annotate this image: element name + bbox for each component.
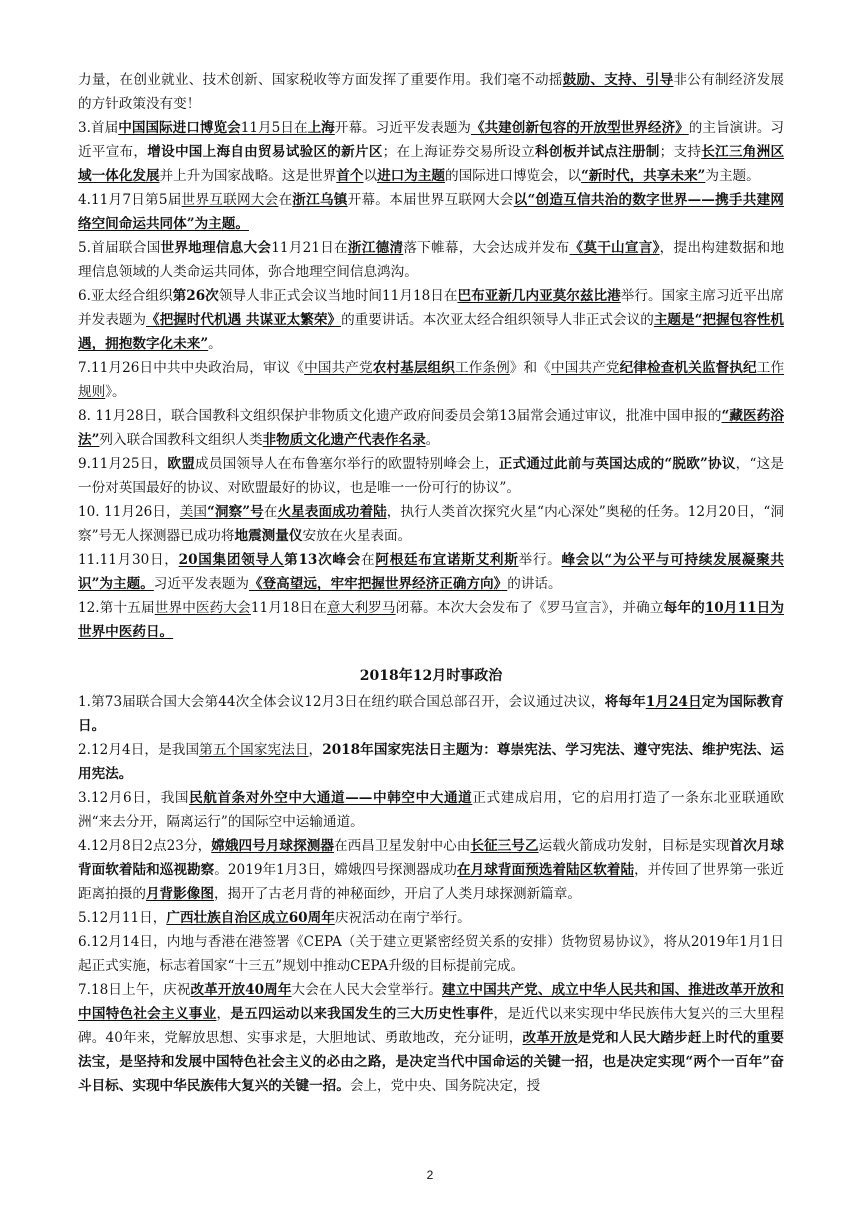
november-news-item: [78, 548, 784, 596]
text-segment: 《登高望远，牢牢把握世界经济正确方向》: [248, 576, 508, 592]
text-segment: 开幕。本届世界互联网大会: [347, 192, 514, 208]
text-segment: 11月18日在: [250, 600, 327, 616]
december-news-item: [78, 906, 784, 930]
text-segment: 20国集团领导人: [178, 552, 285, 568]
text-segment: 开幕。习近平发表题为: [334, 120, 471, 136]
november-news-item: [78, 284, 784, 356]
text-segment: “新时代，共享未来”: [580, 168, 706, 184]
text-segment: ，提出构建数据和地理信息领域的人类命运共同体，弥合地理空间信息鸿沟。: [78, 240, 785, 280]
text-segment: 非公有制经济发展的方针政策没有变！: [78, 72, 785, 112]
text-segment: 5.12月11日，: [78, 910, 167, 926]
text-segment: 9.11月25日，: [78, 456, 168, 472]
text-segment: 的主旨演讲。习近平宣布，: [78, 120, 785, 160]
text-segment: 长江三角洲区域一体化发展: [78, 144, 785, 184]
text-segment: 世界地理信息大会: [160, 240, 272, 256]
text-segment: 峰会以“为公平与可持续发展凝聚共识”为主题。: [78, 552, 785, 592]
november-news-item: [78, 68, 784, 116]
november-news-item: [78, 356, 784, 404]
text-segment: 《共建创新包容的开放型世界经济》: [470, 120, 689, 136]
text-segment: 1月24日: [645, 694, 702, 710]
text-segment: 主题是“把握包容性机遇，拥抱数字化未来”: [78, 312, 785, 352]
november-news-item: [78, 596, 784, 644]
text-segment: 中国共产党: [304, 360, 373, 376]
text-segment: 欧盟: [167, 456, 196, 472]
text-segment: 。2019年1月3日，嫦娥四号探测器成功: [214, 862, 458, 878]
text-segment: 庆祝活动在南宁举行。: [334, 910, 471, 926]
december-news-item: [78, 834, 784, 906]
text-segment: 8. 11月28日，联合国教科文组织保护非物质文化遗产政府间委员会第13届常会通过审议，批准中国申报的: [78, 408, 722, 424]
text-segment: 6.亚太经合组织: [78, 288, 173, 304]
text-segment: ，: [216, 1006, 231, 1022]
text-segment: 大会在人民大会堂举行。: [291, 982, 443, 998]
text-segment: “藏医药浴法”: [78, 408, 784, 448]
text-segment: 阿根廷布宜诺斯艾利斯: [375, 552, 519, 568]
text-segment: 为主题。: [705, 168, 760, 184]
text-segment: 举行。国家主席习近平出席并发表题为: [78, 288, 784, 328]
text-segment: 中国共产党: [551, 360, 620, 376]
text-segment: 上海: [307, 120, 335, 136]
text-segment: 力量，在创业就业、技术创新、国家税收等方面发挥了重要作用。我们毫不动摇: [78, 72, 563, 88]
december-news-item: [78, 738, 784, 786]
text-segment: “洞察”号: [207, 504, 264, 520]
section-heading-december-2018: 2018年12月时事政治: [359, 668, 503, 684]
text-segment: 的国际进口博览会，以: [445, 168, 581, 184]
text-segment: 1.第73届联合国大会第44次全体会议12月3日在纽约联合国总部召开，会议通过决议，: [78, 694, 605, 710]
text-segment: 民航首条对外空中大通道——中韩空中大通道: [189, 790, 473, 806]
text-segment: 运载火箭成功发射，目标是实现: [538, 838, 730, 854]
text-segment: 在月球背面预选着陆区软着陆: [457, 862, 635, 878]
text-segment: 中国国际进口博览会: [118, 120, 241, 136]
text-segment: 会上，党中央、国务院决定，授: [349, 1078, 541, 1094]
text-segment: ，揭开了古老月背的神秘面纱，开启了人类月球探测新篇章。: [213, 886, 581, 902]
text-segment: 进口为主题: [377, 168, 446, 184]
text-segment: 7.11月26日中共中央政治局，审议《: [78, 360, 305, 376]
text-segment: ，是近代以来实现中华民族伟大复兴的三大里程碑。40年来，党解放思想、实事求是，大胆地试、勇敢地改，充分证明，: [78, 1006, 785, 1046]
text-segment: 成员国领导人在布鲁塞尔举行的欧盟特别峰会上，: [195, 456, 499, 472]
text-segment: 浙江德清: [347, 240, 404, 256]
text-segment: 第26次: [172, 288, 219, 304]
text-segment: 第13次峰会: [284, 552, 362, 568]
text-segment: ，并传回了世界第一张近距离拍摄的: [78, 862, 785, 902]
text-segment: 以“创造互信共治的数字世界——携手共建网络空间命运共同体”为主题。: [78, 192, 785, 232]
text-segment: 定为国际教育日。: [78, 694, 784, 734]
page-number: 2: [426, 1168, 434, 1182]
text-segment: 。: [425, 432, 440, 448]
november-news-item: [78, 452, 784, 500]
text-segment: 纪律检查机关监督执纪: [619, 360, 757, 376]
text-segment: 《莫干山宣言》: [569, 240, 660, 256]
november-news-list: [78, 68, 784, 644]
december-news-item: [78, 690, 784, 738]
text-segment: 首次月球背面软着陆和巡视勘察: [78, 838, 785, 878]
text-segment: 广西壮族自治区成立60周年: [166, 910, 335, 926]
text-segment: 在: [278, 192, 293, 208]
text-segment: 落下帷幕，大会达成并发布: [403, 240, 570, 256]
text-segment: 在: [361, 552, 376, 568]
text-segment: 2018年国家宪法日主题为：尊崇宪法、学习宪法、遵守宪法、维护宪法、运用宪法。: [78, 742, 785, 782]
document-page: [78, 68, 784, 1098]
text-segment: 农村基层组织: [372, 360, 455, 376]
text-segment: 在: [263, 504, 278, 520]
text-segment: 建立中国共产党、成立中华人民共和国、推进改革开放和中国特色社会主义事业: [78, 982, 784, 1022]
text-segment: 意大利罗马: [326, 600, 396, 616]
november-news-item: [78, 116, 784, 188]
text-segment: 3.首届: [78, 120, 119, 136]
text-segment: 每年的: [663, 600, 705, 616]
text-segment: ；支持: [659, 144, 702, 160]
november-news-item: [78, 500, 784, 548]
text-segment: 第五个国家宪法日: [199, 742, 309, 758]
text-segment: 浙江乌镇: [292, 192, 348, 208]
december-news-item: [78, 930, 784, 978]
text-segment: 10. 11月26日，: [78, 504, 180, 520]
text-segment: 科创板并试点注册制: [535, 144, 660, 160]
text-segment: 的重要讲话。本次亚太经合组织领导人非正式会议的: [341, 312, 654, 328]
text-segment: 地震测量仪: [234, 528, 303, 544]
text-segment: 非物质文化遗产代表作名录: [262, 432, 426, 448]
text-segment: ，执行人类首次探究火星“内心深处”奥秘的任务。12月20日，“洞察”号无人探测器已成功将: [78, 504, 785, 544]
text-segment: 12.第十五届: [78, 600, 155, 616]
text-segment: 习近平发表题为: [153, 576, 249, 592]
november-news-item: [78, 188, 784, 236]
text-segment: 11月5日在: [240, 120, 308, 136]
text-segment: 4.12月8日2点23分，: [78, 838, 212, 854]
text-segment: 领导人非正式会议当地时间11月18日在: [218, 288, 458, 304]
text-segment: 嫦娥四号月球探测器: [211, 838, 334, 854]
text-segment: 月背影像图: [145, 886, 214, 902]
november-news-item: [78, 404, 784, 452]
text-segment: 》和《: [509, 360, 551, 376]
december-news-item: [78, 978, 784, 1098]
text-segment: 以: [363, 168, 378, 184]
text-segment: 世界中医药大会: [154, 600, 251, 616]
text-segment: 世界互联网大会: [181, 192, 279, 208]
text-segment: 5.首届联合国: [78, 240, 161, 256]
text-segment: 。: [208, 336, 222, 352]
text-segment: 3.12月6日，我国: [78, 790, 190, 806]
text-segment: 将每年: [604, 694, 646, 710]
text-segment: 11月21日在: [271, 240, 348, 256]
text-segment: 鼓励、支持、引导: [562, 72, 674, 88]
text-segment: 改革开放40周年: [190, 982, 292, 998]
text-segment: 改革开放: [522, 1030, 578, 1046]
text-segment: 6.12月14日，内地与香港在港签署《CEPA（关于建立更紧密经贸关系的安排）货物贸易协议》，将从2019年1月1日起正式实施，标志着国家“十三五”规划中推动CEPA升级的目标提前完成。: [78, 934, 784, 974]
text-segment: 并上升为国家战略。这是世界: [159, 168, 337, 184]
text-segment: 是五四运动以来我国发生的三大历史性事件: [230, 1006, 494, 1022]
text-segment: 首个: [336, 168, 364, 184]
text-segment: 11.11月30日，: [78, 552, 179, 568]
text-segment: 在西昌卫星发射中心由: [333, 838, 471, 854]
text-segment: ，: [308, 742, 323, 758]
text-segment: 》。: [105, 384, 126, 400]
text-segment: 7.18日上午，庆祝: [78, 982, 191, 998]
text-segment: 巴布亚新几内亚莫尔兹比港: [457, 288, 621, 304]
text-segment: ；在上海证券交易所设立: [382, 144, 536, 160]
december-news-list: [78, 690, 784, 1098]
text-segment: 安放在火星表面。: [302, 528, 412, 544]
text-segment: 工作条例: [454, 360, 510, 376]
november-news-item: [78, 236, 784, 284]
text-segment: 美国: [179, 504, 208, 520]
text-segment: 的讲话。: [507, 576, 562, 592]
text-segment: 是党和人民大踏步赶上时代的重要法宝，是坚持和发展中国特色社会主义的必由之路，是决定当代中国命运的关键一招，也是决定实现“两个一百年”奋斗目标、实现中华民族伟大复兴的关键一招。: [78, 1030, 785, 1094]
text-segment: 长征三号乙: [470, 838, 539, 854]
december-news-item: [78, 786, 784, 834]
text-segment: 增设中国上海自由贸易试验区的新片区: [147, 144, 383, 160]
text-segment: 10月11日为世界中医药日。: [78, 600, 784, 640]
text-segment: 正式通过此前与英国达成的“脱欧”协议: [498, 456, 736, 472]
text-segment: 闭幕。本次大会发布了《罗马宣言》，并确立: [395, 600, 664, 616]
text-segment: 火星表面成功着陆: [277, 504, 387, 520]
text-segment: 2.12月4日，是我国: [78, 742, 200, 758]
text-segment: 4.11月7日第5届: [78, 192, 182, 208]
text-segment: ，“这是一份对英国最好的协议、对欧盟最好的协议，也是唯一一份可行的协议”。: [78, 456, 785, 496]
text-segment: 工作规则: [78, 360, 785, 400]
text-segment: 《把握时代机遇 共谋亚太繁荣》: [145, 312, 342, 328]
text-segment: 举行。: [518, 552, 562, 568]
text-segment: 列入联合国教科文组织人类: [99, 432, 263, 448]
text-segment: 正式建成启用，它的启用打造了一条东北亚联通欧洲“来去分开，隔离运行”的国际空中运输通道。: [78, 790, 785, 830]
